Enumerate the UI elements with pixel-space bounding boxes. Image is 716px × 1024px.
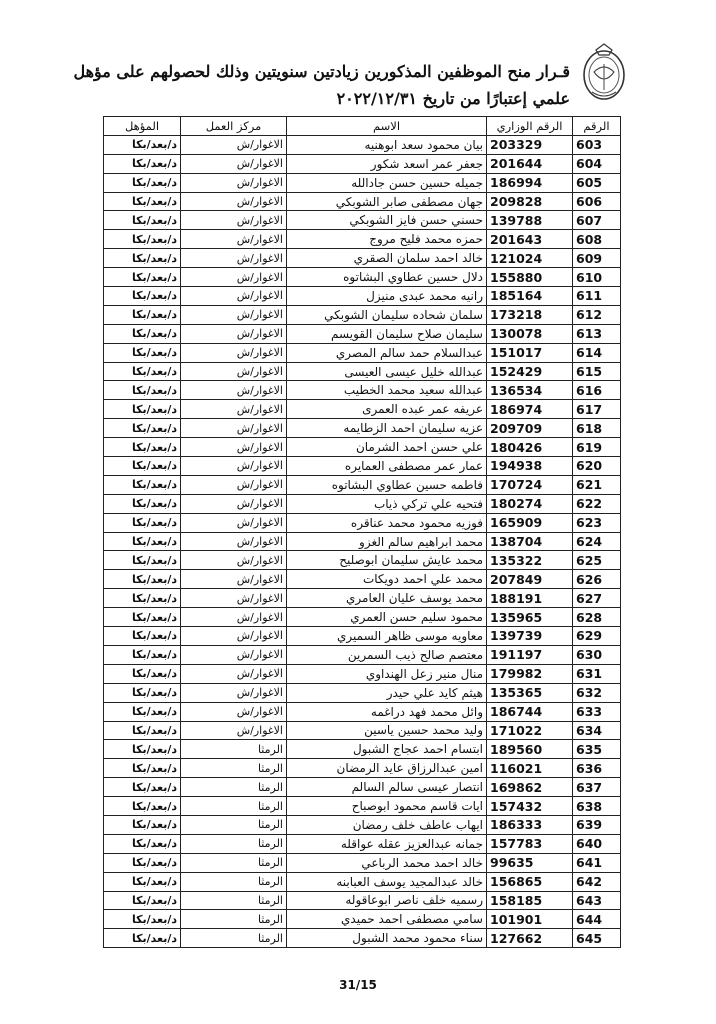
table-row (104, 664, 621, 683)
cell-name: ايهاب عاطف خلف رمضان (287, 815, 487, 834)
table-row (104, 759, 621, 778)
cell-work-center: الاغوار/ش (181, 211, 287, 230)
cell-work-center: الاغوار/ش (181, 343, 287, 362)
table-row (104, 287, 621, 306)
cell-qualification: د/بعد/بكا (104, 438, 181, 457)
cell-ministry-no: 139788 (487, 211, 573, 230)
cell-qualification: د/بعد/بكا (104, 287, 181, 306)
cell-qualification: د/بعد/بكا (104, 381, 181, 400)
cell-name: رسميه خلف ناصر ابوعاقوله (287, 891, 487, 910)
cell-qualification: د/بعد/بكا (104, 154, 181, 173)
cell-work-center: الاغوار/ش (181, 400, 287, 419)
cell-ministry-no: 152429 (487, 362, 573, 381)
cell-ministry-no: 207849 (487, 570, 573, 589)
cell-ministry-no: 203329 (487, 135, 573, 154)
table-row (104, 249, 621, 268)
cell-qualification: د/بعد/بكا (104, 494, 181, 513)
cell-index: 640 (573, 834, 621, 853)
cell-qualification: د/بعد/بكا (104, 645, 181, 664)
cell-name: محمود سليم حسن العمري (287, 608, 487, 627)
cell-name: سناء محمود محمد الشبول (287, 929, 487, 948)
cell-ministry-no: 179982 (487, 664, 573, 683)
cell-index: 619 (573, 438, 621, 457)
table-row (104, 683, 621, 702)
cell-ministry-no: 194938 (487, 457, 573, 476)
title-line-1: قـرار منح الموظفين المذكورين زيادتين سنويتين وذلك لحصولهم على مؤهل (73, 62, 570, 81)
header-qualification: المؤهل (104, 117, 181, 136)
cell-work-center: الاغوار/ش (181, 268, 287, 287)
cell-qualification: د/بعد/بكا (104, 249, 181, 268)
cell-ministry-no: 180274 (487, 494, 573, 513)
cell-name: خالد احمد سلمان الصقري (287, 249, 487, 268)
cell-name: محمد ابراهيم سالم الغزو (287, 532, 487, 551)
cell-ministry-no: 186994 (487, 173, 573, 192)
employees-table (103, 116, 621, 948)
cell-qualification: د/بعد/بكا (104, 419, 181, 438)
cell-name: محمد علي احمد دويكات (287, 570, 487, 589)
cell-work-center: الرمثا (181, 778, 287, 797)
cell-qualification: د/بعد/بكا (104, 797, 181, 816)
cell-work-center: الاغوار/ش (181, 664, 287, 683)
cell-name: جهان مصطفى صابر الشوبكي (287, 192, 487, 211)
table-row (104, 305, 621, 324)
cell-ministry-no: 201643 (487, 230, 573, 249)
cell-qualification: د/بعد/بكا (104, 589, 181, 608)
cell-index: 620 (573, 457, 621, 476)
cell-work-center: الاغوار/ش (181, 362, 287, 381)
cell-ministry-no: 135965 (487, 608, 573, 627)
cell-index: 611 (573, 287, 621, 306)
cell-work-center: الاغوار/ش (181, 192, 287, 211)
table-row (104, 608, 621, 627)
cell-name: فاطمه حسين عطاوي البشاتوه (287, 475, 487, 494)
cell-index: 605 (573, 173, 621, 192)
cell-ministry-no: 173218 (487, 305, 573, 324)
table-row (104, 362, 621, 381)
cell-index: 623 (573, 513, 621, 532)
cell-index: 618 (573, 419, 621, 438)
cell-ministry-no: 157783 (487, 834, 573, 853)
cell-index: 631 (573, 664, 621, 683)
cell-ministry-no: 209828 (487, 192, 573, 211)
cell-ministry-no: 116021 (487, 759, 573, 778)
cell-work-center: الرمثا (181, 759, 287, 778)
cell-index: 613 (573, 324, 621, 343)
cell-index: 621 (573, 475, 621, 494)
cell-name: دلال حسين عطاوي البشاتوه (287, 268, 487, 287)
table-row (104, 457, 621, 476)
cell-ministry-no: 138704 (487, 532, 573, 551)
cell-name: عمار عمر مصطفى العمايره (287, 457, 487, 476)
cell-work-center: الاغوار/ش (181, 532, 287, 551)
cell-name: ايات قاسم محمود ابوصباح (287, 797, 487, 816)
cell-ministry-no: 191197 (487, 645, 573, 664)
cell-name: حسني حسن فايز الشوبكي (287, 211, 487, 230)
table-row (104, 797, 621, 816)
cell-qualification: د/بعد/بكا (104, 211, 181, 230)
cell-name: سلمان شحاده سليمان الشوبكي (287, 305, 487, 324)
cell-name: سليمان صلاح سليمان القويسم (287, 324, 487, 343)
cell-name: منال منير زعل الهنداوي (287, 664, 487, 683)
cell-work-center: الاغوار/ش (181, 419, 287, 438)
cell-name: حمزه محمد فليح مروج (287, 230, 487, 249)
cell-name: امين عبدالرزاق عايد الرمضان (287, 759, 487, 778)
page-number: 31/15 (339, 978, 377, 992)
cell-index: 604 (573, 154, 621, 173)
cell-index: 639 (573, 815, 621, 834)
table-header-row (104, 117, 621, 136)
cell-index: 643 (573, 891, 621, 910)
cell-work-center: الاغوار/ش (181, 494, 287, 513)
cell-qualification: د/بعد/بكا (104, 815, 181, 834)
cell-qualification: د/بعد/بكا (104, 891, 181, 910)
cell-index: 627 (573, 589, 621, 608)
cell-index: 624 (573, 532, 621, 551)
cell-work-center: الاغوار/ش (181, 173, 287, 192)
header-ministry-no: الرقم الوزاري (487, 117, 573, 136)
cell-work-center: الاغوار/ش (181, 135, 287, 154)
cell-qualification: د/بعد/بكا (104, 683, 181, 702)
cell-qualification: د/بعد/بكا (104, 702, 181, 721)
cell-qualification: د/بعد/بكا (104, 759, 181, 778)
cell-ministry-no: 135365 (487, 683, 573, 702)
cell-name: بيان محمود سعد ابوهنيه (287, 135, 487, 154)
table-row (104, 589, 621, 608)
cell-work-center: الاغوار/ش (181, 249, 287, 268)
cell-work-center: الرمثا (181, 740, 287, 759)
cell-qualification: د/بعد/بكا (104, 551, 181, 570)
table-row (104, 872, 621, 891)
cell-name: عزيه سليمان احمد الزطايمه (287, 419, 487, 438)
cell-index: 614 (573, 343, 621, 362)
cell-work-center: الاغوار/ش (181, 324, 287, 343)
cell-index: 635 (573, 740, 621, 759)
header-name: الاسم (287, 117, 487, 136)
cell-ministry-no: 127662 (487, 929, 573, 948)
cell-index: 637 (573, 778, 621, 797)
cell-work-center: الرمثا (181, 872, 287, 891)
cell-ministry-no: 155880 (487, 268, 573, 287)
table-row (104, 268, 621, 287)
table-row (104, 570, 621, 589)
cell-name: محمد يوسف عليان العامري (287, 589, 487, 608)
table-row (104, 438, 621, 457)
cell-name: جعفر عمر اسعد شكور (287, 154, 487, 173)
cell-index: 634 (573, 721, 621, 740)
table-row (104, 853, 621, 872)
cell-ministry-no: 139739 (487, 627, 573, 646)
cell-name: وليد محمد حسين ياسين (287, 721, 487, 740)
cell-ministry-no: 121024 (487, 249, 573, 268)
cell-work-center: الرمثا (181, 797, 287, 816)
cell-ministry-no: 130078 (487, 324, 573, 343)
table-row (104, 192, 621, 211)
cell-qualification: د/بعد/بكا (104, 475, 181, 494)
cell-ministry-no: 185164 (487, 287, 573, 306)
cell-index: 617 (573, 400, 621, 419)
table-row (104, 627, 621, 646)
cell-work-center: الاغوار/ش (181, 608, 287, 627)
cell-index: 633 (573, 702, 621, 721)
cell-work-center: الاغوار/ش (181, 551, 287, 570)
table-row (104, 721, 621, 740)
cell-qualification: د/بعد/بكا (104, 929, 181, 948)
cell-index: 626 (573, 570, 621, 589)
cell-ministry-no: 171022 (487, 721, 573, 740)
cell-work-center: الاغوار/ش (181, 683, 287, 702)
table-row (104, 475, 621, 494)
cell-work-center: الاغوار/ش (181, 721, 287, 740)
cell-work-center: الاغوار/ش (181, 627, 287, 646)
table-row (104, 381, 621, 400)
table-row (104, 910, 621, 929)
cell-qualification: د/بعد/بكا (104, 853, 181, 872)
cell-name: سامي مصطفى احمد حميدي (287, 910, 487, 929)
cell-work-center: الرمثا (181, 910, 287, 929)
cell-ministry-no: 135322 (487, 551, 573, 570)
header-work-center: مركز العمل (181, 117, 287, 136)
table-row (104, 929, 621, 948)
table-row (104, 230, 621, 249)
cell-qualification: د/بعد/بكا (104, 230, 181, 249)
cell-index: 609 (573, 249, 621, 268)
table-row (104, 815, 621, 834)
document-title (73, 58, 570, 112)
cell-index: 641 (573, 853, 621, 872)
cell-index: 607 (573, 211, 621, 230)
cell-ministry-no: 165909 (487, 513, 573, 532)
cell-index: 625 (573, 551, 621, 570)
cell-qualification: د/بعد/بكا (104, 834, 181, 853)
cell-ministry-no: 170724 (487, 475, 573, 494)
cell-work-center: الاغوار/ش (181, 645, 287, 664)
cell-ministry-no: 158185 (487, 891, 573, 910)
cell-name: محمد عايش سليمان ابوصليح (287, 551, 487, 570)
cell-qualification: د/بعد/بكا (104, 532, 181, 551)
table-row (104, 343, 621, 362)
cell-name: معاويه موسى ظاهر السميري (287, 627, 487, 646)
cell-index: 612 (573, 305, 621, 324)
cell-index: 628 (573, 608, 621, 627)
cell-index: 629 (573, 627, 621, 646)
cell-ministry-no: 186744 (487, 702, 573, 721)
cell-name: جمانه عبدالعزيز عقله عواقله (287, 834, 487, 853)
cell-work-center: الاغوار/ش (181, 287, 287, 306)
cell-name: عريفه عمر عبده العمرى (287, 400, 487, 419)
cell-name: فوزيه محمود محمد عناقره (287, 513, 487, 532)
cell-work-center: الرمثا (181, 891, 287, 910)
cell-index: 615 (573, 362, 621, 381)
cell-ministry-no: 151017 (487, 343, 573, 362)
cell-qualification: د/بعد/بكا (104, 740, 181, 759)
cell-ministry-no: 157432 (487, 797, 573, 816)
cell-index: 636 (573, 759, 621, 778)
cell-work-center: الاغوار/ش (181, 381, 287, 400)
cell-index: 603 (573, 135, 621, 154)
cell-qualification: د/بعد/بكا (104, 173, 181, 192)
cell-name: فتحيه علي تركي ذياب (287, 494, 487, 513)
table-row (104, 173, 621, 192)
cell-name: معتصم صالح ذيب السمرين (287, 645, 487, 664)
cell-ministry-no: 209709 (487, 419, 573, 438)
cell-work-center: الاغوار/ش (181, 570, 287, 589)
table-row (104, 891, 621, 910)
cell-qualification: د/بعد/بكا (104, 192, 181, 211)
title-line-2: علمي إعتبارًا من تاريخ ٢٠٢٢/١٢/٣١ (336, 89, 570, 108)
cell-ministry-no: 101901 (487, 910, 573, 929)
cell-qualification: د/بعد/بكا (104, 400, 181, 419)
cell-work-center: الاغوار/ش (181, 154, 287, 173)
cell-ministry-no: 186974 (487, 400, 573, 419)
cell-qualification: د/بعد/بكا (104, 664, 181, 683)
cell-ministry-no: 189560 (487, 740, 573, 759)
table-row (104, 211, 621, 230)
table-row (104, 419, 621, 438)
cell-qualification: د/بعد/بكا (104, 721, 181, 740)
cell-ministry-no: 99635 (487, 853, 573, 872)
cell-qualification: د/بعد/بكا (104, 910, 181, 929)
cell-ministry-no: 188191 (487, 589, 573, 608)
table-row (104, 778, 621, 797)
cell-work-center: الرمثا (181, 929, 287, 948)
cell-ministry-no: 136534 (487, 381, 573, 400)
ministry-emblem-icon (580, 42, 628, 104)
cell-qualification: د/بعد/بكا (104, 627, 181, 646)
cell-qualification: د/بعد/بكا (104, 457, 181, 476)
cell-qualification: د/بعد/بكا (104, 362, 181, 381)
cell-qualification: د/بعد/بكا (104, 268, 181, 287)
cell-ministry-no: 180426 (487, 438, 573, 457)
cell-work-center: الرمثا (181, 853, 287, 872)
table-row (104, 154, 621, 173)
cell-ministry-no: 169862 (487, 778, 573, 797)
cell-qualification: د/بعد/بكا (104, 343, 181, 362)
cell-name: وائل محمد فهد دراغمه (287, 702, 487, 721)
cell-qualification: د/بعد/بكا (104, 513, 181, 532)
cell-qualification: د/بعد/بكا (104, 570, 181, 589)
cell-work-center: الرمثا (181, 815, 287, 834)
cell-work-center: الاغوار/ش (181, 589, 287, 608)
cell-ministry-no: 201644 (487, 154, 573, 173)
cell-index: 610 (573, 268, 621, 287)
table-row (104, 532, 621, 551)
cell-qualification: د/بعد/بكا (104, 305, 181, 324)
table-row (104, 494, 621, 513)
cell-name: عبدالله خليل عيسى العيسى (287, 362, 487, 381)
header-index: الرقم (573, 117, 621, 136)
cell-index: 645 (573, 929, 621, 948)
cell-index: 622 (573, 494, 621, 513)
cell-name: انتصار عيسى سالم السالم (287, 778, 487, 797)
cell-name: خالد احمد محمد الرباعي (287, 853, 487, 872)
cell-name: رانيه محمد عبدى منيزل (287, 287, 487, 306)
cell-name: ابتسام احمد عجاج الشبول (287, 740, 487, 759)
cell-index: 616 (573, 381, 621, 400)
table-row (104, 645, 621, 664)
cell-work-center: الرمثا (181, 834, 287, 853)
cell-ministry-no: 186333 (487, 815, 573, 834)
cell-name: جميله حسين حسن جادالله (287, 173, 487, 192)
cell-work-center: الاغوار/ش (181, 513, 287, 532)
cell-qualification: د/بعد/بكا (104, 872, 181, 891)
cell-name: علي حسن احمد الشرمان (287, 438, 487, 457)
cell-qualification: د/بعد/بكا (104, 778, 181, 797)
table-row (104, 135, 621, 154)
table-row (104, 834, 621, 853)
cell-index: 630 (573, 645, 621, 664)
cell-qualification: د/بعد/بكا (104, 608, 181, 627)
cell-name: عبدالسلام حمد سالم المصري (287, 343, 487, 362)
cell-work-center: الاغوار/ش (181, 438, 287, 457)
cell-name: عبدالله سعيد محمد الخطيب (287, 381, 487, 400)
cell-ministry-no: 156865 (487, 872, 573, 891)
table-row (104, 400, 621, 419)
cell-qualification: د/بعد/بكا (104, 135, 181, 154)
cell-index: 638 (573, 797, 621, 816)
cell-index: 632 (573, 683, 621, 702)
cell-name: خالد عبدالمجيد يوسف العبابنه (287, 872, 487, 891)
cell-work-center: الاغوار/ش (181, 230, 287, 249)
cell-work-center: الاغوار/ش (181, 457, 287, 476)
cell-work-center: الاغوار/ش (181, 475, 287, 494)
table-row (104, 551, 621, 570)
cell-index: 606 (573, 192, 621, 211)
cell-name: هيثم كايد علي حيدر (287, 683, 487, 702)
table-row (104, 740, 621, 759)
cell-work-center: الاغوار/ش (181, 702, 287, 721)
cell-index: 642 (573, 872, 621, 891)
cell-index: 644 (573, 910, 621, 929)
table-row (104, 324, 621, 343)
cell-qualification: د/بعد/بكا (104, 324, 181, 343)
table-row (104, 513, 621, 532)
cell-index: 608 (573, 230, 621, 249)
cell-work-center: الاغوار/ش (181, 305, 287, 324)
table-row (104, 702, 621, 721)
